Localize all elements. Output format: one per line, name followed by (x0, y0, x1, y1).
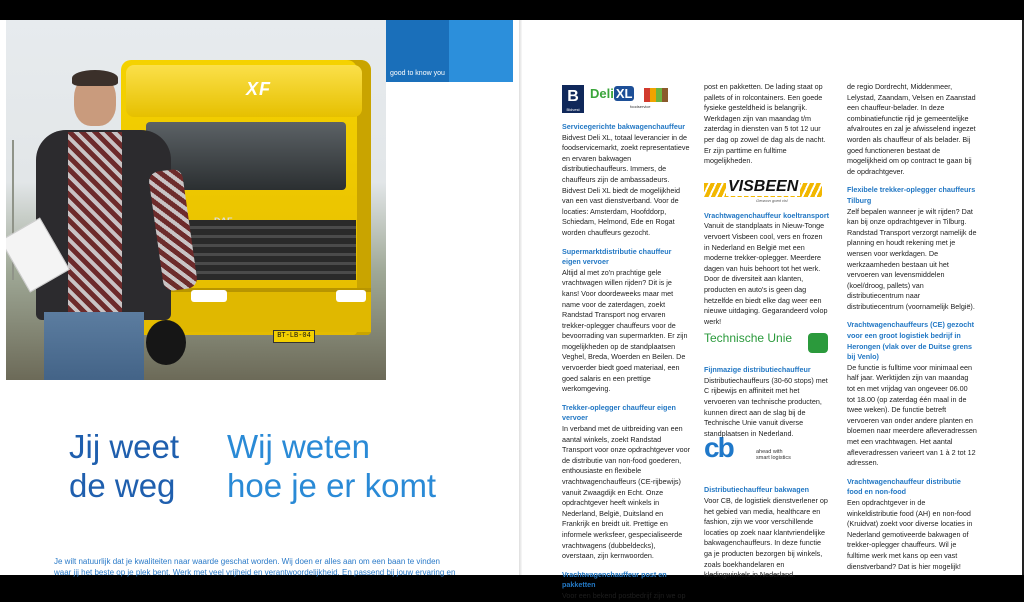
delixl-sub: foodservice (630, 104, 651, 109)
truck-visor (126, 65, 362, 117)
job-text: post en pakketten. De lading staat op pallets of in rolcontainers. Een goede fysieke gesteldheid is belangrijk. Werkdagen zijn van maandag t/m zaterdag in diensten van 5 tot 12 uur per dag op zowel de dag als de nacht. Er zijn parttime en fulltime mogelijkheden. (704, 82, 826, 166)
intro-line1: Je wilt natuurlijk dat je kwaliteiten naar waarde geschat worden. Wij doen er alles aan om een baan te vinden (54, 557, 440, 566)
bidvest-name: Bidvest (566, 107, 580, 112)
article-column-1 (562, 122, 690, 602)
job-heading: Distributiechauffeur bakwagen (704, 485, 810, 495)
intro-line2: waar jij het beste op je plek bent. Werk met veel vrijheid en verantwoordelijkheid. En passend bij jouw ervaring en (54, 568, 456, 577)
job-text: In verband met de uitbreiding van een aantal winkels, zoekt Randstad Transport voor onze opdrachtgever voor de distributie van non-food goederen, enthousiaste en flexibele vrachtwagenchauffeurs (CE-rijbewijs) vanuit Zwaagdijk en Echt. Onze opdrachtgever heeft winkels in Nederland, België, Duitsland en Frankrijk en breidt uit. Prettige en informele werksfeer, gespecialiseerde vrachtwagens (dubbeldecks), overstaan, zijn kernwoorden. (562, 424, 690, 561)
job-heading: Supermarktdistributie chauffeur eigen vervoer (562, 246, 672, 267)
truck-headlight (191, 290, 227, 302)
delixl-logo (590, 86, 651, 109)
article-column-3 (847, 82, 977, 572)
job-text: Voor CB, de logistiek dienstverlener op het gebied van media, healthcare en fashion, zijn we voor verschillende locaties op zoek naar klantvriendelijke bakwagenchauffeurs. In deze functie ga je producten bezorgen bij winkels, zoals boekhandelaren en kledingwinkels in Nederland. (704, 496, 828, 580)
blue-block-light (449, 20, 513, 82)
delixl-deli: Deli (590, 86, 614, 101)
job-heading: Fijnmazige distributiechauffeur (704, 365, 811, 375)
truck-model-logo: XF (246, 79, 272, 99)
headline-right (227, 427, 436, 505)
truck-headlight (336, 290, 366, 302)
section-tag: good to know you (390, 70, 445, 77)
job-text: De functie is fulltime voor minimaal een half jaar. Werktijden zijn van maandag tot en met vrijdag van ongeveer 06.00 tot 18.00 (op zaterdag één maal in de twee weken). De functie betreft vervoeren van onder andere planten en bloemen naar meerdere afleveradressen met een vrachtwagen. Het aantal afleveradressen varieert van 1 à 2 tot 12 adressen. (847, 362, 977, 468)
license-plate: BT-LB-04 (273, 330, 315, 343)
driver-hair (72, 70, 118, 86)
article-column-2 (704, 82, 830, 581)
cb-tag-line1: ahead with (756, 449, 783, 455)
headline-left-line2: de weg (69, 467, 176, 504)
top-black-bar (0, 0, 1024, 20)
job-text: Altijd al met zo'n prachtige gele vrachtwagen willen rijden? Dit is je kans! Voor doordeweeks maar met name voor de zaterdagen, zoekt Randstad Transport nog ervaren trekker-oplegger chauffeurs voor de bevoorrading van supermarkten. Er zijn mogelijkheden op de standplaatsen Veghel, Breda, Woerden en Beilen. De vervoerder biedt goed materiaal, een goed salaris en een prettige werkomgeving. (562, 267, 688, 394)
headline-right-line2: hoe je er komt (227, 467, 437, 504)
job-text: Zelf bepalen wanneer je wilt rijden? Dat kan bij onze opdrachtgever in Tilburg. Randstad Transport verzorgt namelijk de planning en houdt rekening met je wensen voor werkdagen. De werkzaamheden bestaan uit het vervoeren van levensmiddelen (koel/droog, pallets) van distributiecentrum naar distributiecentrum (voornamelijk België). (847, 206, 977, 311)
truck-driver-photo (6, 20, 386, 380)
truck-grille (176, 220, 356, 280)
driver-shirt (68, 132, 122, 312)
job-text: Distributiechauffeurs (30-60 stops) met C rijbewijs en affiniteit met het vervoeren van technische producten, kunnen direct aan de slag bij de Technische Unie vanuit diverse standplaatsen in Nederland. (704, 375, 828, 438)
job-heading: Vrachtwagenchauffeur distributie food en non-food (847, 476, 961, 497)
job-text: Bidvest Deli XL, totaal leverancier in de foodservicemarkt, zoekt representatieve en ervaren bakwagen distributiechauffeurs. Immers, de chauffeurs zijn de ambassadeurs. Bidvest Deli XL biedt de mogelijkheid van een vast dienstverband. Voor de locaties: Amsterdam, Hoofddorp, Schiedam, Helmond, Ede en Rogat worden chauffeurs gezocht. (562, 132, 690, 237)
bidvest-logo (562, 85, 584, 113)
cb-logo: cb (704, 432, 733, 463)
driver-jeans (44, 312, 144, 380)
technische-unie-logo: Technische Unie (704, 331, 793, 345)
delixl-xl: XL (615, 86, 633, 101)
headline-left-line1: Jij weet (69, 428, 180, 465)
job-heading: Vrachtwagenchauffeurs (CE) gezocht voor een groot logistiek bedrijf in Herongen (vlak over de Duitse grens bij Venlo) (847, 320, 975, 362)
visbeen-tagline: Gewoon goed vis! (756, 198, 789, 203)
job-text: Een opdrachtgever in de winkeldistributie food (AH) en non-food (Kruidvat) zoekt voor diverse locaties in Nederland gemotiveerde bakwagen of trekker-oplegger chauffeurs. Wil je fulltime werk met kans op een vast dienstverband? Dat is hier mogelijk! (847, 497, 973, 571)
delixl-color-blocks (644, 88, 668, 102)
headline-right-line1: Wij weten (227, 428, 371, 465)
job-text: Vanuit de standplaats in Nieuw-Tonge vervoert Visbeen cool, vers en frozen in Nederland en België met een moderne trekker-oplegger. Meerdere dagen van huis behoort tot het werk. Door de diversiteit aan klanten, producten en auto's is geen dag hetzelfde en biedt elke dag weer een nieuwe uitdaging. Gegarandeerd volop werk! (704, 221, 828, 326)
job-heading: Servicegerichte bakwagenchauffeur (562, 122, 686, 131)
job-heading: Trekker-oplegger chauffeur eigen vervoer (562, 402, 676, 423)
job-heading: Vrachtwagenchauffeur koeltransport (704, 210, 830, 220)
truck-wheel (146, 320, 186, 365)
job-heading: Flexibele trekker-oplegger chauffeurs Tilburg (847, 185, 976, 205)
job-heading: Vrachtwagenchauffeur post en pakketten (562, 569, 667, 590)
job-text: Voor een bekend postbedrijf zijn we op (562, 590, 686, 600)
bidvest-letter: B (567, 88, 579, 105)
visbeen-word: VISBEEN (728, 178, 799, 195)
headline-left (69, 427, 179, 505)
job-text: de regio Dordrecht, Middenmeer, Lelystad, Zaandam, Velsen en Zaanstad een chauffeur-belader. In deze combinatiefunctie rijd je gemeentelijke afvalroutes en zal je afwisselend ingezet worden als chauffeur of als belader. Bij goed functioneren bestaat de mogelijkheid om op contract te gaan bij de opdrachtgever. (847, 82, 976, 176)
cb-tag-line2: smart logistics (756, 455, 791, 461)
page-gutter (519, 20, 522, 575)
